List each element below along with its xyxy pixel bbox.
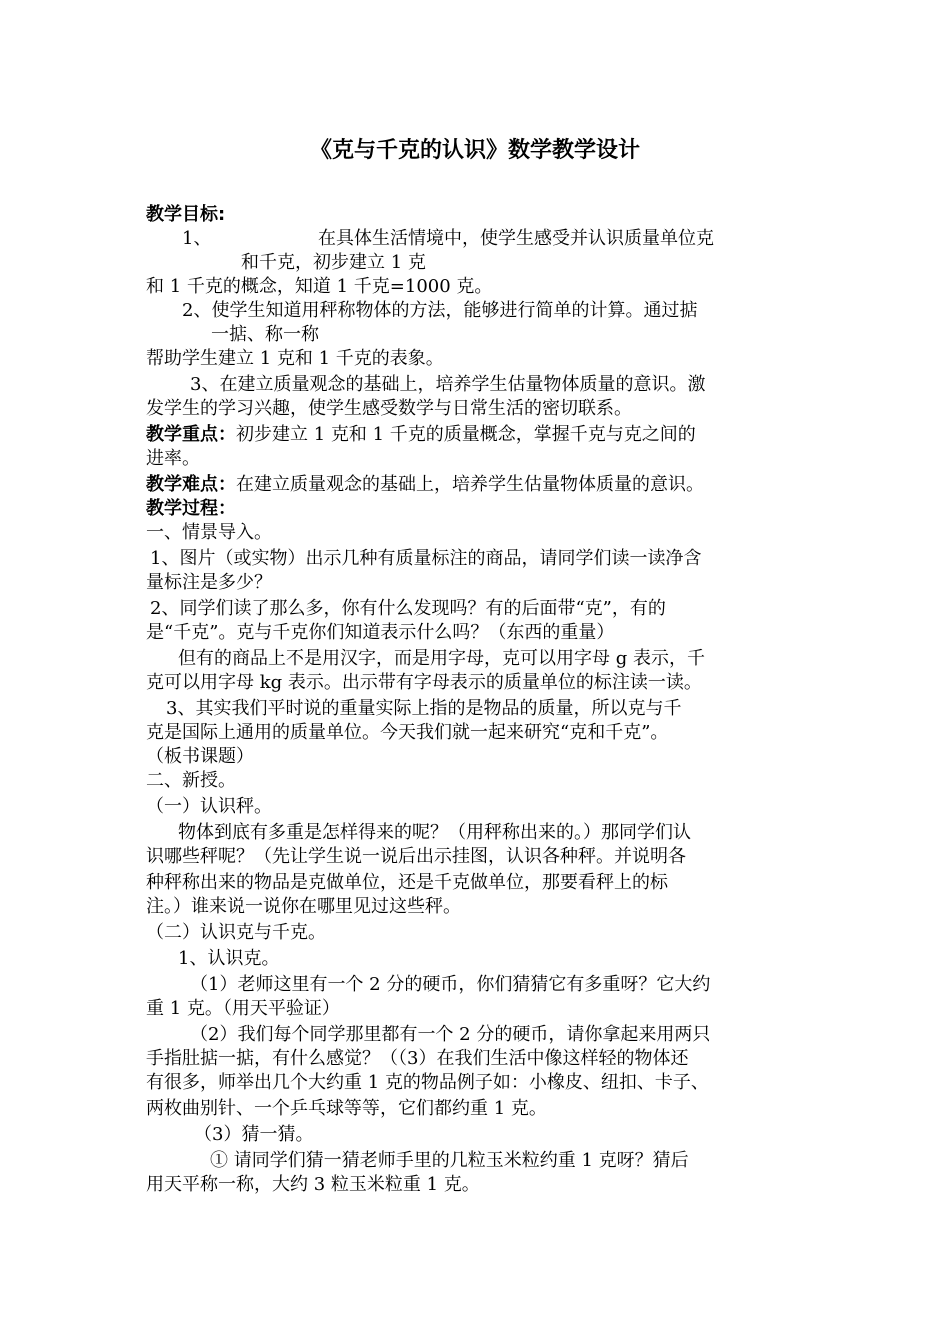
process-line: （2）我们每个同学那里都有一个 2 分的硬币，请你拿起来用两只 bbox=[190, 1024, 711, 1045]
difficulty-text: 在建立质量观念的基础上，培养学生估量物体质量的意识。 bbox=[236, 474, 704, 495]
process-line: 一、情景导入。 bbox=[146, 522, 272, 543]
process-line: 两枚曲别针、一个乒乓球等等，它们都约重 1 克。 bbox=[146, 1098, 547, 1119]
process-line: 二、新授。 bbox=[146, 770, 236, 791]
process-line: 用天平称一称，大约 3 粒玉米粒重 1 克。 bbox=[146, 1174, 480, 1195]
process-line: （二）认识克与千克。 bbox=[146, 922, 326, 943]
process-line: 识哪些秤呢？（先让学生说一说后出示挂图，认识各种秤。并说明各 bbox=[146, 846, 686, 867]
process-heading: 教学过程： bbox=[146, 498, 236, 519]
process-line: 克可以用字母 kg 表示。出示带有字母表示的质量单位的标注读一读。 bbox=[146, 672, 702, 693]
process-line: （1）老师这里有一个 2 分的硬币，你们猜猜它有多重呀？它大约 bbox=[190, 974, 711, 995]
process-line: 2、同学们读了那么多，你有什么发现吗？有的后面带“克”，有的 bbox=[150, 598, 666, 619]
process-line: 量标注是多少？ bbox=[146, 572, 272, 593]
process-line: 1、认识克。 bbox=[178, 948, 280, 969]
objective-2-tail: 帮助学生建立 1 克和 1 千克的表象。 bbox=[146, 348, 444, 369]
objective-1-continuation: 和千克，初步建立 1 克 bbox=[241, 252, 426, 273]
process-line: 克是国际上通用的质量单位。今天我们就一起来研究“克和千克”。 bbox=[146, 722, 669, 743]
process-line: 但有的商品上不是用汉字，而是用字母，克可以用字母 g 表示，千 bbox=[178, 648, 705, 669]
process-line: 重 1 克。（用天平验证） bbox=[146, 998, 340, 1019]
objective-2-continuation: 一掂、称一称 bbox=[211, 324, 319, 345]
process-line: 3、其实我们平时说的重量实际上指的是物品的质量，所以克与千 bbox=[166, 698, 682, 719]
process-line: 有很多，师举出几个大约重 1 克的物品例子如：小橡皮、纽扣、卡子、 bbox=[146, 1072, 709, 1093]
keypoint-label: 教学重点： bbox=[146, 424, 236, 445]
objective-1-tail: 和 1 千克的概念，知道 1 千克=1000 克。 bbox=[146, 276, 493, 297]
difficulty-label: 教学难点： bbox=[146, 474, 236, 495]
objective-1-number: 1、 bbox=[182, 228, 212, 249]
process-line: 手指肚掂一掂，有什么感觉？（（3）在我们生活中像这样轻的物体还 bbox=[146, 1048, 689, 1069]
process-line: （3）猜一猜。 bbox=[194, 1124, 314, 1145]
document-title: 《克与千克的认识》数学教学设计 bbox=[309, 138, 640, 163]
process-line: 1、图片（或实物）出示几种有质量标注的商品，请同学们读一读净含 bbox=[150, 548, 702, 569]
keypoint-line-2: 进率。 bbox=[146, 448, 200, 469]
process-line: 物体到底有多重是怎样得来的呢？（用秤称出来的。）那同学们认 bbox=[178, 822, 691, 843]
process-line: 是“千克”。克与千克你们知道表示什么吗？（东西的重量） bbox=[146, 622, 615, 643]
process-line: （一）认识秤。 bbox=[146, 796, 272, 817]
objective-2-text: 2、使学生知道用秤称物体的方法，能够进行简单的计算。通过掂 bbox=[182, 300, 698, 321]
keypoint-text: 初步建立 1 克和 1 千克的质量概念，掌握千克与克之间的 bbox=[236, 424, 696, 445]
objective-3-line-2: 发学生的学习兴趣，使学生感受数学与日常生活的密切联系。 bbox=[146, 398, 632, 419]
difficulty-line bbox=[146, 473, 704, 497]
objective-1-text: 在具体生活情境中，使学生感受并认识质量单位克 bbox=[318, 228, 714, 249]
objective-3-line-1: 3、在建立质量观念的基础上，培养学生估量物体质量的意识。激 bbox=[190, 374, 706, 395]
keypoint-line-1 bbox=[146, 423, 696, 447]
process-line: 种秤称出来的物品是克做单位，还是千克做单位，那要看秤上的标 bbox=[146, 872, 668, 893]
process-line: 注。）谁来说一说你在哪里见过这些秤。 bbox=[146, 896, 461, 917]
process-line: （板书课题） bbox=[146, 746, 254, 767]
objectives-heading: 教学目标: bbox=[146, 204, 226, 225]
process-line: ① 请同学们猜一猜老师手里的几粒玉米粒约重 1 克呀？猜后 bbox=[210, 1150, 689, 1171]
